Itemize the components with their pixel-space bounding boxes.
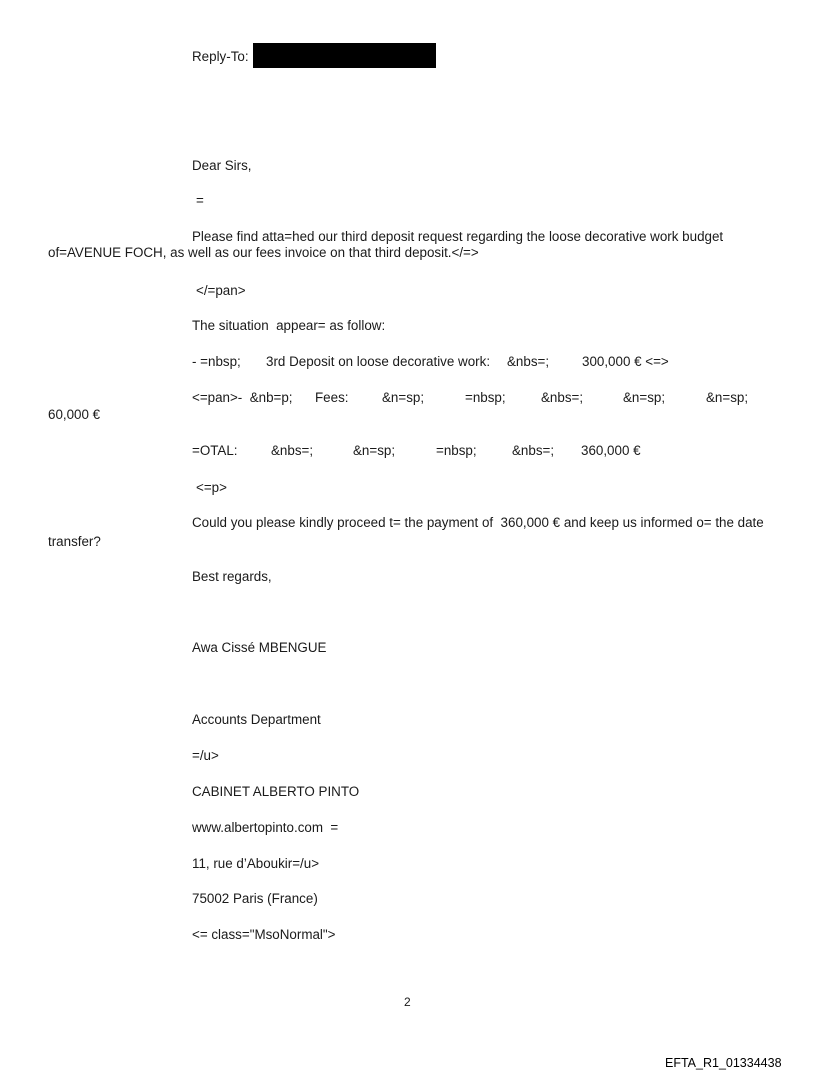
greeting: Dear Sirs, — [192, 158, 252, 173]
request-line-1: Could you please kindly proceed t= the payment of 360,000 € and keep us informed o= the date — [192, 515, 764, 530]
fees-label: Fees: — [315, 390, 349, 405]
total-code: &nbs=; — [512, 443, 555, 458]
signature-department: Accounts Department — [192, 712, 321, 727]
total-amount: 360,000 € — [581, 443, 641, 458]
fees-code: &n=sp; — [382, 390, 425, 405]
situation-line: The situation appear= as follow: — [192, 318, 386, 333]
equals-line: = — [196, 193, 204, 208]
page-number: 2 — [404, 995, 411, 1009]
signature-street: 11, rue d’Aboukir=/u> — [192, 856, 320, 871]
class-line: <= class="MsoNormal"> — [192, 927, 336, 942]
pan-line: </=pan> — [196, 283, 246, 298]
total-code: =nbsp; — [436, 443, 477, 458]
closing: Best regards, — [192, 569, 272, 584]
p-line: <=p> — [196, 480, 227, 495]
intro-line-1: Please find atta=hed our third deposit request regarding the loose decorative work budget — [192, 229, 724, 244]
bates-number: EFTA_R1_01334438 — [665, 1056, 782, 1070]
total-code: &nbs=; — [271, 443, 314, 458]
signature-name: Awa Cissé MBENGUE — [192, 640, 327, 655]
deposit-label: 3rd Deposit on loose decorative work: — [266, 354, 491, 369]
signature-website: www.albertopinto.com = — [192, 820, 339, 835]
intro-line-2: of=AVENUE FOCH, as well as our fees invoice on that third deposit.</=> — [48, 245, 479, 260]
fees-code: &n=sp; — [706, 390, 749, 405]
deposit-amount: 300,000 € <=> — [582, 354, 669, 369]
fees-amount: 60,000 € — [48, 407, 101, 422]
signature-company: CABINET ALBERTO PINTO — [192, 784, 360, 799]
request-line-2: transfer? — [48, 534, 101, 549]
fees-code: &nbs=; — [541, 390, 584, 405]
deposit-nbsp: &nbs=; — [507, 354, 550, 369]
redaction-block — [253, 43, 436, 68]
fees-code: =nbsp; — [465, 390, 506, 405]
signature-city: 75002 Paris (France) — [192, 891, 318, 906]
u-line: =/u> — [192, 748, 219, 763]
total-code: &n=sp; — [353, 443, 396, 458]
fees-prefix: <=pan>- &nb=p; — [192, 390, 293, 405]
total-label: =OTAL: — [192, 443, 238, 458]
reply-to-label: Reply-To: — [192, 49, 249, 64]
fees-code: &n=sp; — [623, 390, 666, 405]
deposit-prefix: - =nbsp; — [192, 354, 241, 369]
